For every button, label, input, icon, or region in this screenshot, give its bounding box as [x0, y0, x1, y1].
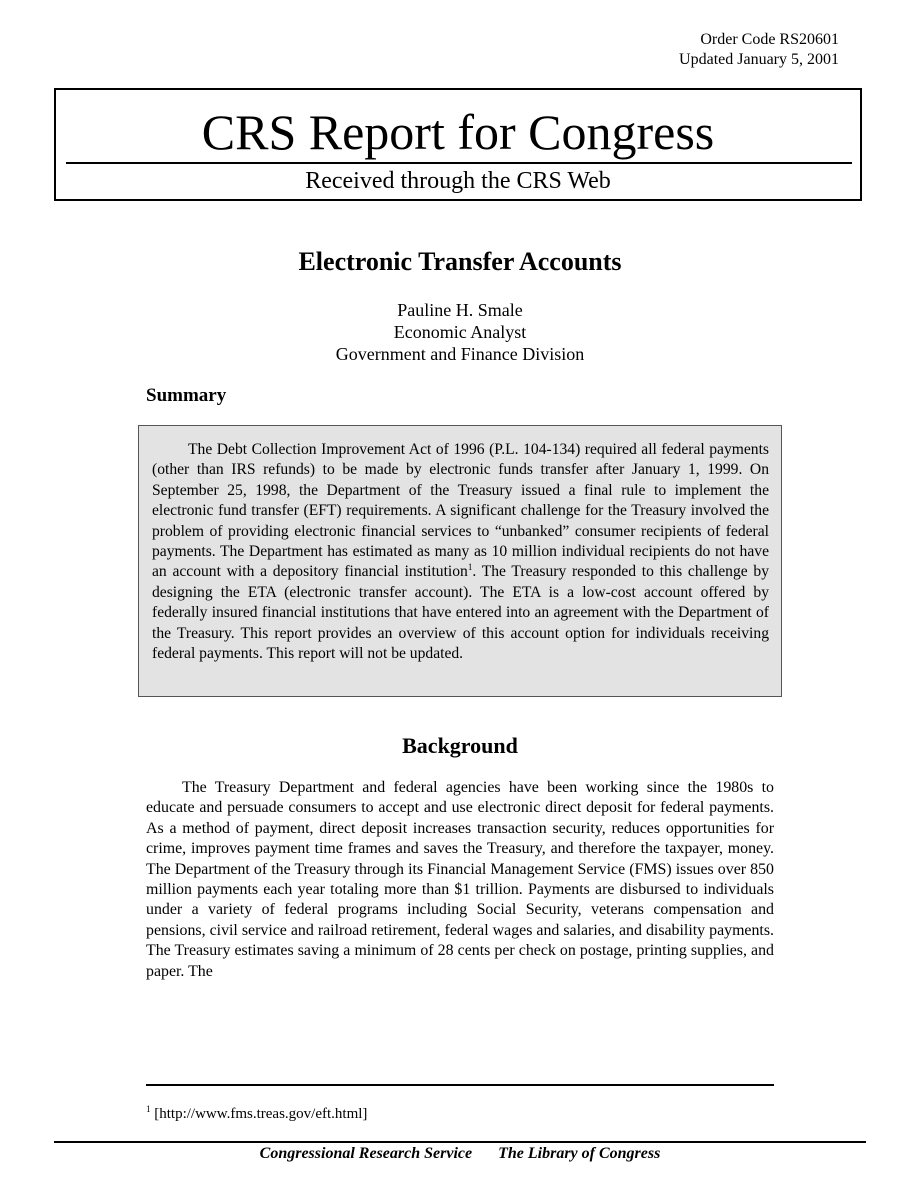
page-footer — [0, 1144, 920, 1164]
author-role: Economic Analyst — [393, 322, 527, 342]
document-title: Electronic Transfer Accounts — [298, 247, 622, 276]
footnote — [146, 1104, 367, 1124]
order-info — [679, 30, 839, 70]
footer-right: The Library of Congress — [498, 1145, 661, 1162]
report-header-title: CRS Report for Congress — [201, 104, 715, 160]
footer-left: Congressional Research Service — [259, 1145, 473, 1162]
report-header-subtitle: Received through the CRS Web — [305, 168, 611, 194]
updated-date: Updated January 5, 2001 — [679, 51, 839, 68]
summary-heading: Summary — [146, 385, 227, 406]
footnote-link[interactable]: [http://www.fms.treas.gov/eft.html] — [154, 1106, 368, 1122]
footnote-reference[interactable]: 1 — [467, 562, 473, 573]
summary-text-part1: The Debt Collection Improvement Act of 1996 (P.L. 104-134) required all federal payments (other than IRS refunds) to be made by electronic funds transfer after January 1, 1999. On September 25, 1998, the Department of the Treasury issued a final rule to implement the electronic fund transfer (EFT) requirements. A significant challenge for the Treasury involved the problem of providing electronic financial services to “unbanked” consumer recipients of federal payments. The Department has estimated as many as 10 million individual recipients do not have an account with a depository financial institution — [152, 441, 769, 581]
summary-paragraph — [152, 440, 769, 664]
footnote-divider — [146, 1084, 774, 1086]
author-name: Pauline H. Smale — [397, 300, 523, 320]
summary-text-part2: . The Treasury responded to this challenge by designing the ETA (electronic transfer account). The ETA is a low-cost account offered by federally insured financial institutions that have entered into an agreement with the Department of the Treasury. This report provides an overview of this account option for individuals receiving federal payments. This report will not be updated. — [152, 563, 769, 663]
footnote-number: 1 — [146, 1104, 151, 1114]
footer-divider — [54, 1141, 866, 1143]
report-header-box — [54, 88, 862, 201]
background-heading: Background — [402, 733, 518, 758]
header-divider — [66, 162, 852, 164]
order-code: Order Code RS20601 — [700, 31, 839, 48]
author-block — [0, 299, 920, 365]
author-division: Government and Finance Division — [335, 344, 585, 364]
background-paragraph: The Treasury Department and federal agencies have been working since the 1980s to educate and persuade consumers to accept and use electronic direct deposit for federal payments. As a method of payment, direct deposit increases transaction security, reduces opportunities for crime, improves payment time frames and saves the Treasury, and therefore the taxpayer, money. The Department of the Treasury through its Financial Management Service (FMS) issues over 850 million payments each year totaling more than $1 trillion. Payments are disbursed to individuals under a variety of federal programs including Social Security, veterans compensation and pensions, civil service and railroad retirement, federal wages and salaries, and disability payments. The Treasury estimates saving a minimum of 28 cents per check on postage, printing supplies, and paper. The — [146, 779, 774, 980]
summary-box — [138, 425, 782, 697]
